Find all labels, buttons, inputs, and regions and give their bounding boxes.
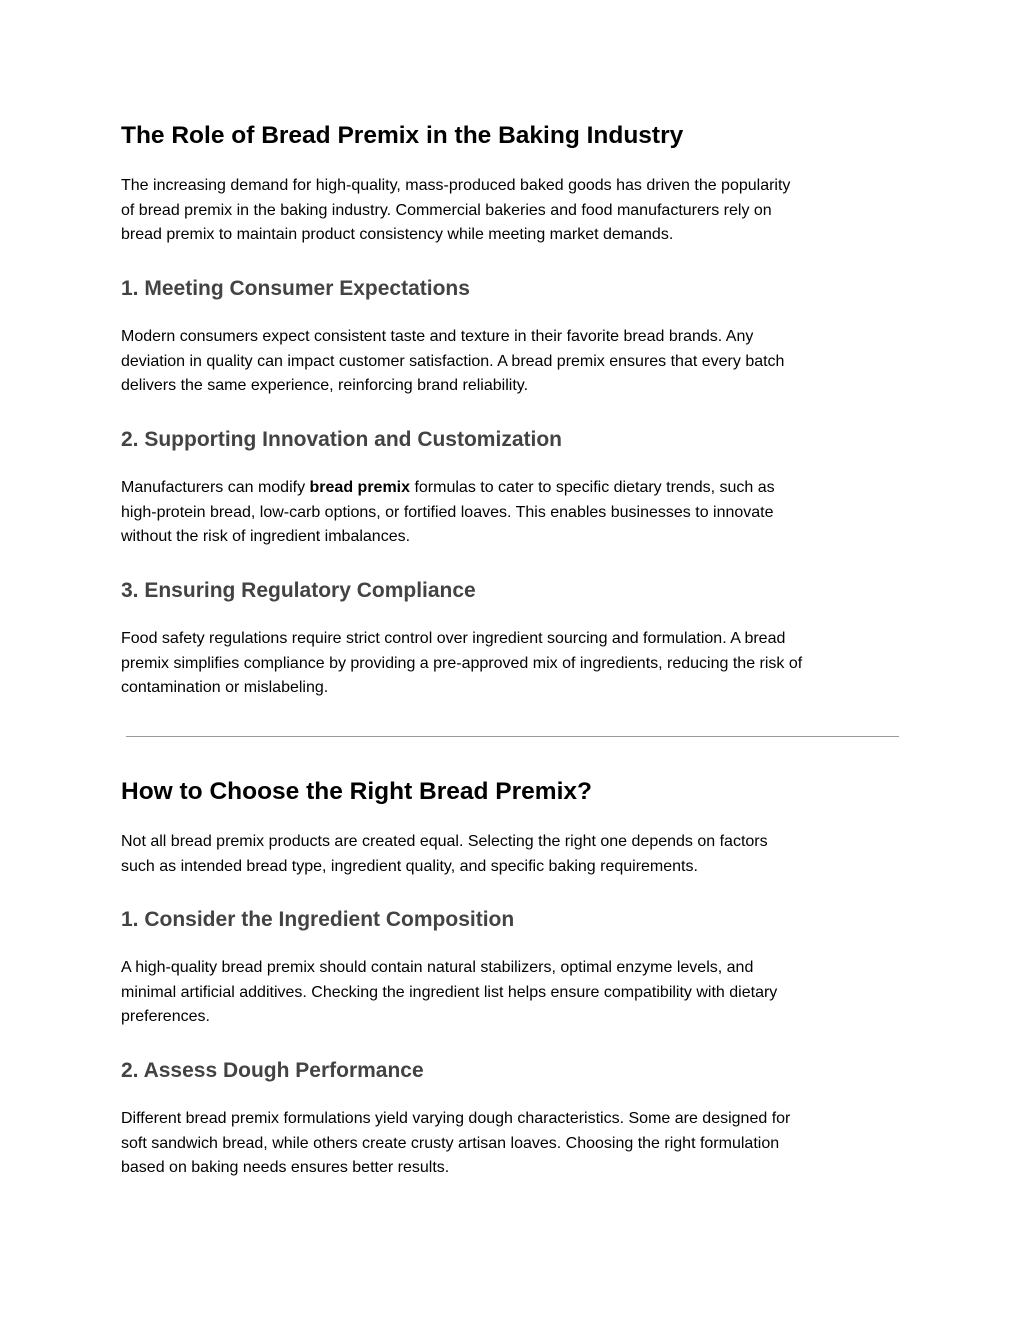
subsection-heading: 1. Consider the Ingredient Composition xyxy=(121,908,515,931)
paragraph-line: The increasing demand for high-quality, mass-produced baked goods has driven the popularity xyxy=(121,177,791,194)
paragraph-line: delivers the same experience, reinforcing brand reliability. xyxy=(121,377,529,394)
paragraph-line: Not all bread premix products are created equal. Selecting the right one depends on factors xyxy=(121,833,768,850)
subsection-heading: 3. Ensuring Regulatory Compliance xyxy=(121,579,476,602)
bold-keyword: bread premix xyxy=(309,479,411,496)
paragraph-line: contamination or mislabeling. xyxy=(121,679,329,696)
paragraph-line: Different bread premix formulations yield varying dough characteristics. Some are designed for xyxy=(121,1110,791,1127)
paragraph-line: without the risk of ingredient imbalances. xyxy=(121,528,411,545)
paragraph-line: A high-quality bread premix should contain natural stabilizers, optimal enzyme levels, and xyxy=(121,959,754,976)
subsection-paragraph xyxy=(121,476,775,550)
line-text: Manufacturers can modify xyxy=(121,479,310,496)
paragraph-line: Modern consumers expect consistent taste and texture in their favorite bread brands. Any xyxy=(121,328,754,345)
section-title: How to Choose the Right Bread Premix? xyxy=(121,778,592,805)
paragraph-line: of bread premix in the baking industry. Commercial bakeries and food manufacturers rely on xyxy=(121,201,772,219)
intro-paragraph xyxy=(121,174,790,248)
subsection-heading: 2. Assess Dough Performance xyxy=(121,1059,424,1082)
paragraph-line: soft sandwich bread, while others create crusty artisan loaves. Choosing the right formulation xyxy=(121,1134,780,1152)
paragraph-line: based on baking needs ensures better results. xyxy=(121,1159,450,1176)
line-text: formulas to cater to specific dietary trends, such as xyxy=(410,479,775,496)
subsection-paragraph xyxy=(121,325,784,399)
paragraph-line: Food safety regulations require strict control over ingredient sourcing and formulation. A bread xyxy=(121,630,786,647)
paragraph-line: deviation in quality can impact customer satisfaction. A bread premix ensures that every batch xyxy=(121,352,785,370)
paragraph-line: premix simplifies compliance by providing a pre-approved mix of ingredients, reducing the risk of xyxy=(121,654,803,672)
paragraph-line: preferences. xyxy=(121,1008,210,1025)
subsection-heading: 2. Supporting Innovation and Customization xyxy=(121,428,562,451)
section-title: The Role of Bread Premix in the Baking Industry xyxy=(121,122,684,149)
paragraph-line: such as intended bread type, ingredient quality, and specific baking requirements. xyxy=(121,857,698,875)
subsection-heading: 1. Meeting Consumer Expectations xyxy=(121,277,470,300)
horizontal-rule xyxy=(126,736,899,737)
paragraph-line: bread premix to maintain product consistency while meeting market demands. xyxy=(121,226,674,243)
intro-paragraph xyxy=(121,830,768,879)
subsection-paragraph xyxy=(121,956,777,1030)
paragraph-line: high-protein bread, low-carb options, or fortified loaves. This enables businesses to innovate xyxy=(121,503,774,521)
subsection-paragraph xyxy=(121,1107,790,1181)
paragraph-line xyxy=(121,476,775,501)
subsection-paragraph xyxy=(121,627,802,701)
paragraph-line: minimal artificial additives. Checking the ingredient list helps ensure compatibility with dietary xyxy=(121,983,778,1001)
